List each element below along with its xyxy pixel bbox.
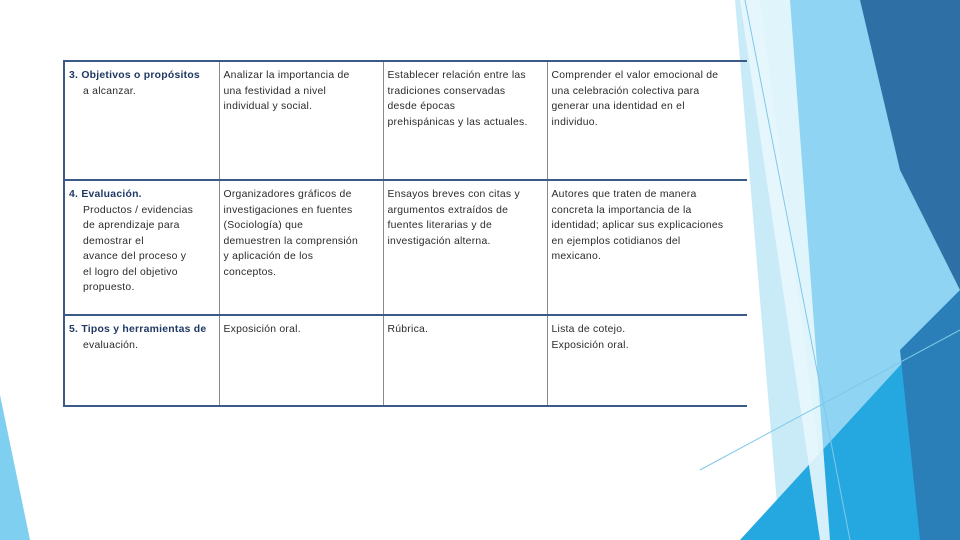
- row-title: Tipos y herramientas de: [81, 324, 207, 335]
- table-row: [64, 61, 747, 180]
- table-cell: Comprender el valor emocional de una celebración colectiva para generar una identidad en el individuo.: [547, 61, 747, 180]
- left-light-triangle: [0, 395, 30, 540]
- row-number: 4.: [69, 189, 79, 200]
- row-header-cell: [64, 315, 219, 406]
- table-cell: Establecer relación entre las tradiciones conservadas desde épocas prehispánicas y las actuales.: [383, 61, 547, 180]
- table-cell: Ensayos breves con citas y argumentos extraídos de fuentes literarias y de investigación alterna.: [383, 180, 547, 315]
- row-number: 3.: [69, 70, 79, 81]
- row-header-cell: [64, 61, 219, 180]
- table-cell: Rúbrica.: [383, 315, 547, 406]
- row-title: Objetivos o propósitos: [81, 70, 200, 81]
- row-subtitle: evaluación.: [83, 339, 139, 351]
- row-title: Evaluación.: [81, 189, 142, 200]
- table-cell: Analizar la importancia de una festividad a nivel individual y social.: [219, 61, 383, 180]
- table-row: [64, 180, 747, 315]
- row-subtitle: Productos / evidencias de aprendizaje para demostrar el avance del proceso y el logro del objetivo propuesto.: [83, 204, 194, 293]
- table-cell: Exposición oral.: [219, 315, 383, 406]
- row-subtitle: a alcanzar.: [83, 85, 137, 97]
- row-header-cell: [64, 180, 219, 315]
- row-number: 5.: [69, 324, 79, 335]
- objectives-table: [63, 60, 747, 407]
- table-row: [64, 315, 747, 406]
- table-cell: Autores que traten de manera concreta la importancia de la identidad; aplicar sus explicaciones en ejemplos cotidianos del mexicano.: [547, 180, 747, 315]
- table-cell: Lista de cotejo. Exposición oral.: [547, 315, 747, 406]
- table-cell: Organizadores gráficos de investigaciones en fuentes (Sociología) que demuestren la comprensión y aplicación de los conceptos.: [219, 180, 383, 315]
